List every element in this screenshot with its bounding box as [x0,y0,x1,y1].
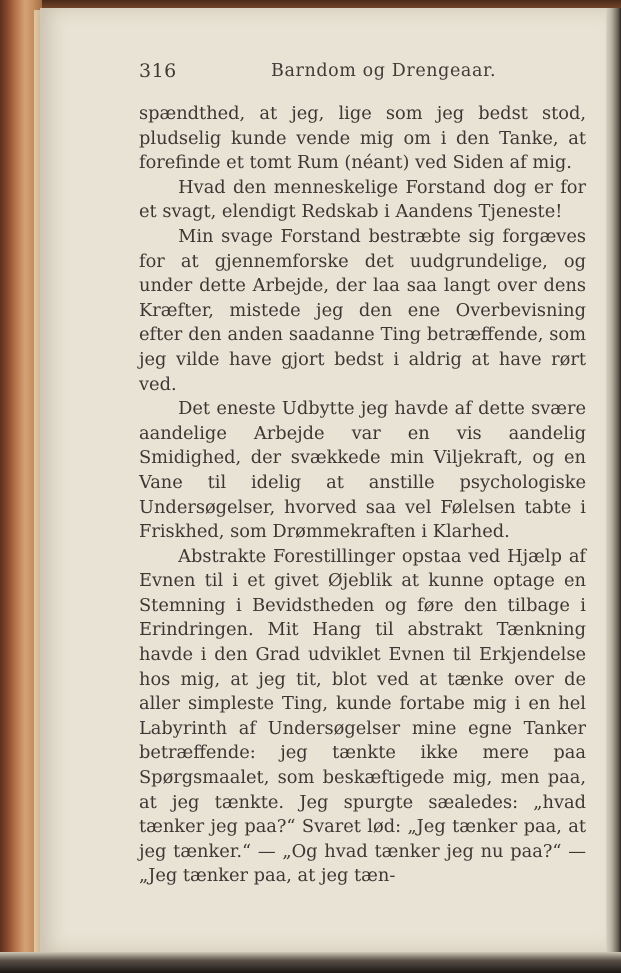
running-title: Barndom og Drengeaar. [271,61,497,81]
book-bottom-edge [0,952,621,973]
page-number: 316 [139,60,177,82]
paragraph-continued: spændthed, at jeg, lige som jeg bedst stod, pludselig kunde vende mig om i den Tanke, at forefinde et tomt Rum (néant) ved Siden af mig. [139,103,586,174]
paragraph: Min svage Forstand bestræbte sig forgæves for at gjennemforske det uudgrundelige, og under dette Arbejde, der laa saa langt over dens Kræfter, mistede jeg den ene Overbevisning efter den anden saadanne Ting betræffende, som jeg vilde have gjort bedst i aldrig at have rørt ved. [139,225,586,395]
paragraph: Abstrakte Forestillinger opstaa ved Hjælp af Evnen til i et givet Øjeblik at kunne optage en Stemning i Bevidstheden og føre den tilbage i Erindringen. Mit Hang til abstrakt Tænkning havde i den Grad udviklet Evnen til Erkjendelse hos mig, at jeg tit, blot ved at tænke over de aller simpleste Ting, kunde fortabe mig i en hel Labyrinth af Undersøgelser mine egne Tanker betræffende: jeg tænkte ikke mere paa Spørgsmaalet, som beskæftigede mig, men paa, at jeg tænkte. Jeg spurgte sæaledes: „hvad tænker jeg paa?“ Svaret lød: „Jeg tænker paa, at jeg tænker.“ — „Og hvad tænker jeg nu paa?“ — „Jeg tænker paa, at jeg tæn- [139,545,586,887]
paragraph: Hvad den menneskelige Forstand dog er for et svagt, elendigt Redskab i Aandens Tjeneste! [139,176,586,223]
body-text [139,102,586,889]
page-right-edge [606,8,621,952]
paragraph: Det eneste Udbytte jeg havde af dette svære aandelige Arbejde var en vis aandelig Smidighed, der svækkede min Viljekraft, og en Vane til idelig at anstille psychologiske Undersøgelser, hvorved saa vel Følelsen tabte i Friskhed, som Drømmekraften i Klarhed. [139,398,586,543]
page-header [139,58,589,88]
